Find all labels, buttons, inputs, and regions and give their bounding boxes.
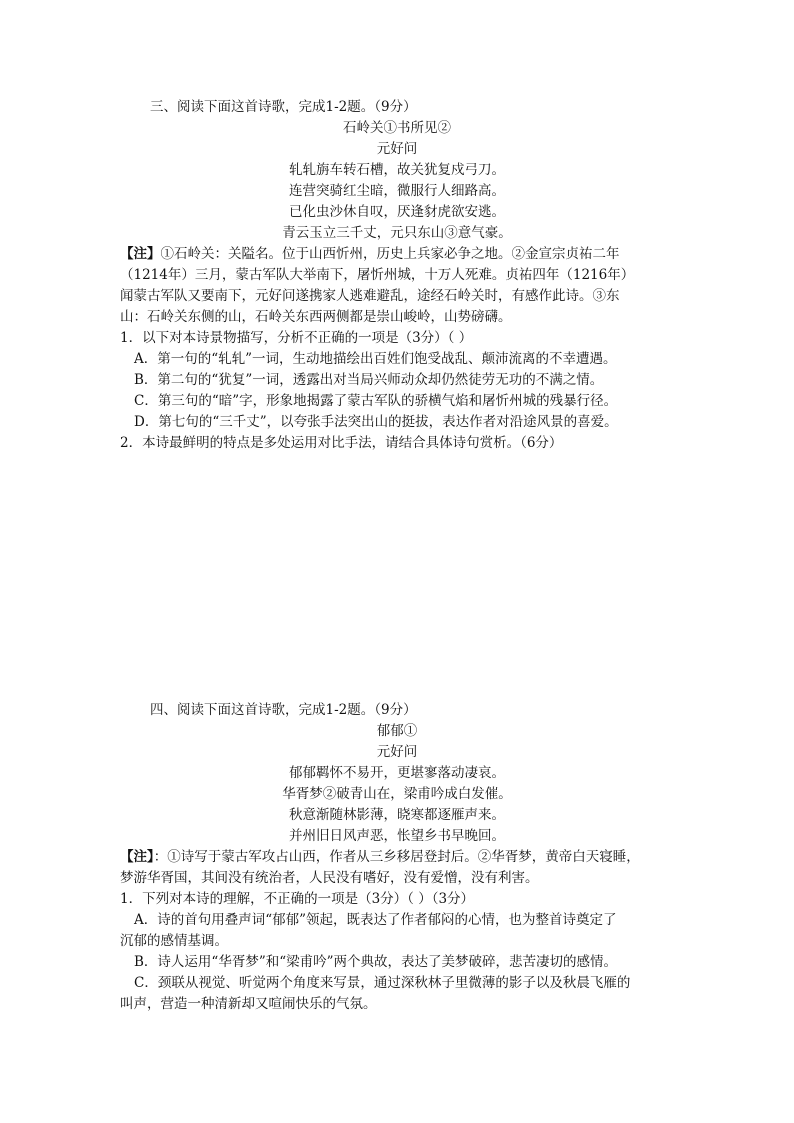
option-b: B．诗人运用“华胥梦”和“梁甫吟”两个典故，表达了美梦破碎，悲苦凄切的感情。 [134, 954, 618, 970]
poem2-author: 元好问 [376, 744, 418, 760]
option-d: D．第七句的“三千丈”，以夸张手法突出山的挺拔，表达作者对沿途风景的喜爱。 [134, 414, 618, 430]
question-1: 1．以下对本诗景物描写，分析不正确的一项是（3分）（ ） [120, 330, 473, 346]
poem1-note-line: 闻蒙古军队又要南下，元好问遂携家人逃难避乱，途经石岭关时，有感作此诗。③东 [120, 288, 620, 304]
note-text: ：①诗写于蒙古军攻占山西，作者从三乡移居登封后。②华胥梦，黄帝白天寝睡， [153, 849, 640, 865]
poem1-title: 石岭关①书所见② [343, 120, 451, 136]
note-label: 【注】 [120, 246, 161, 262]
section3-heading: 三、阅读下面这首诗歌，完成1-2题。（9分） [150, 99, 417, 115]
question-1: 1．下列对本诗的理解，不正确的一项是（3分）（ ）（3分） [120, 891, 475, 907]
option-c-cont: 叫声，营造一种清新却又喧闹快乐的气氛。 [120, 996, 377, 1012]
poem1-note-line: （1214年）三月，蒙古军队大举南下，屠忻州城，十万人死难。贞祐四年（1216年） [120, 267, 635, 283]
poem1-line: 连营突骑红尘暗，微服行人细路高。 [289, 183, 505, 199]
poem2-title: 郁郁① [376, 723, 418, 739]
option-c: C．颈联从视觉、听觉两个角度来写景，通过深秋林子里微薄的影子以及秋晨飞雁的 [134, 975, 631, 991]
poem2-line: 并州旧日风声恶，怅望乡书早晚回。 [289, 828, 505, 844]
note-label: 【注】 [120, 849, 154, 865]
option-c: C．第三句的“暗”字，形象地揭露了蒙古军队的骄横气焰和屠忻州城的残暴行径。 [134, 393, 618, 409]
poem2-line: 华胥梦②破青山在，梁甫吟成白发催。 [282, 786, 512, 802]
poem1-note-line: 山：石岭关东侧的山，石岭关东西两侧都是崇山峻岭，山势磅礴。 [120, 309, 512, 325]
poem2-note-line: 梦游华胥国，其间没有统治者，人民没有嗜好，没有爱憎，没有利害。 [120, 870, 539, 886]
poem1-note [120, 244, 620, 264]
option-a-cont: 沉郁的感情基调。 [120, 933, 228, 949]
option-b: B．第二句的“犹复”一词，透露出对当局兴师动众却仍然徒劳无功的不满之情。 [134, 372, 604, 388]
poem1-line: 青云玉立三千丈，元只东山③意气豪。 [282, 225, 512, 241]
poem2-line: 秋意渐随林影薄，晓寒都逐雁声来。 [289, 807, 505, 823]
option-a: A．第一句的“轧轧”一词，生动地描绘出百姓们饱受战乱、颠沛流离的不幸遭遇。 [134, 351, 617, 367]
poem2-note [120, 847, 640, 867]
section4-heading: 四、阅读下面这首诗歌，完成1-2题。（9分） [150, 702, 417, 718]
note-text: ①石岭关：关隘名。位于山西忻州，历史上兵家必争之地。②金宣宗贞祐二年 [160, 246, 620, 262]
question-2: 2．本诗最鲜明的特点是多处运用对比手法，请结合具体诗句赏析。（6分） [120, 435, 563, 451]
poem1-line: 已化虫沙休自叹，厌逢豺虎欲安逃。 [289, 204, 505, 220]
poem1-author: 元好问 [376, 141, 418, 157]
poem2-line: 郁郁羁怀不易开，更堪寥落动凄哀。 [289, 765, 505, 781]
poem1-line: 轧轧旃车转石槽，故关犹复戍弓刀。 [289, 162, 505, 178]
option-a: A．诗的首句用叠声词“郁郁”领起，既表达了作者郁闷的心情，也为整首诗奠定了 [134, 912, 617, 928]
